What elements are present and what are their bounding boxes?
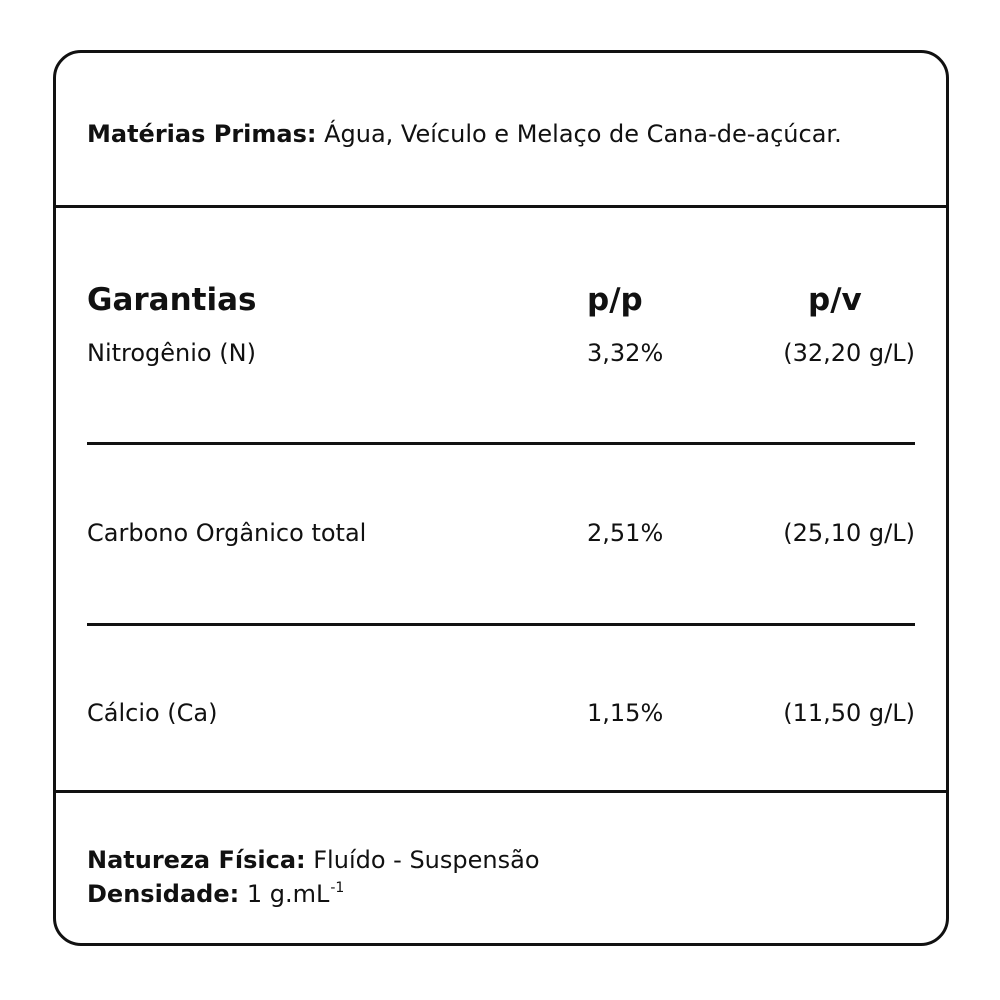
physical-properties-section (56, 793, 946, 946)
label-card (53, 50, 949, 946)
nutrient-pp: 2,51% (587, 519, 664, 547)
pp-header: p/p (587, 282, 643, 318)
physical-nature-label: Natureza Física: (87, 846, 306, 874)
density-line (87, 879, 344, 913)
pv-header: p/v (808, 282, 862, 318)
raw-materials-section (56, 53, 946, 205)
nutrient-pv: (25,10 g/L) (783, 519, 915, 547)
raw-materials-value: Água, Veículo e Melaço de Cana-de-açúcar. (316, 120, 842, 148)
density-value: 1 g.mL (239, 880, 330, 908)
nutrient-pv: (11,50 g/L) (783, 699, 915, 727)
nutrient-pp: 1,15% (587, 699, 664, 727)
guarantees-header: Garantias (87, 282, 257, 318)
nutrient-name: Cálcio (Ca) (87, 699, 218, 727)
nutrient-pp: 3,32% (587, 339, 664, 367)
physical-nature-value: Fluído - Suspensão (305, 846, 540, 874)
row-divider (87, 623, 915, 626)
table-row (56, 338, 946, 368)
table-row (56, 518, 946, 548)
guarantees-section (56, 205, 946, 793)
nutrient-name: Nitrogênio (N) (87, 339, 256, 367)
nutrient-pv: (32,20 g/L) (783, 339, 915, 367)
raw-materials-label: Matérias Primas: (87, 120, 317, 148)
table-row (56, 698, 946, 728)
row-divider (87, 442, 915, 445)
physical-nature-line (87, 845, 540, 875)
density-exponent: -1 (330, 880, 345, 896)
raw-materials-line (87, 119, 842, 149)
nutrient-name: Carbono Orgânico total (87, 519, 367, 547)
density-label: Densidade: (87, 880, 240, 908)
